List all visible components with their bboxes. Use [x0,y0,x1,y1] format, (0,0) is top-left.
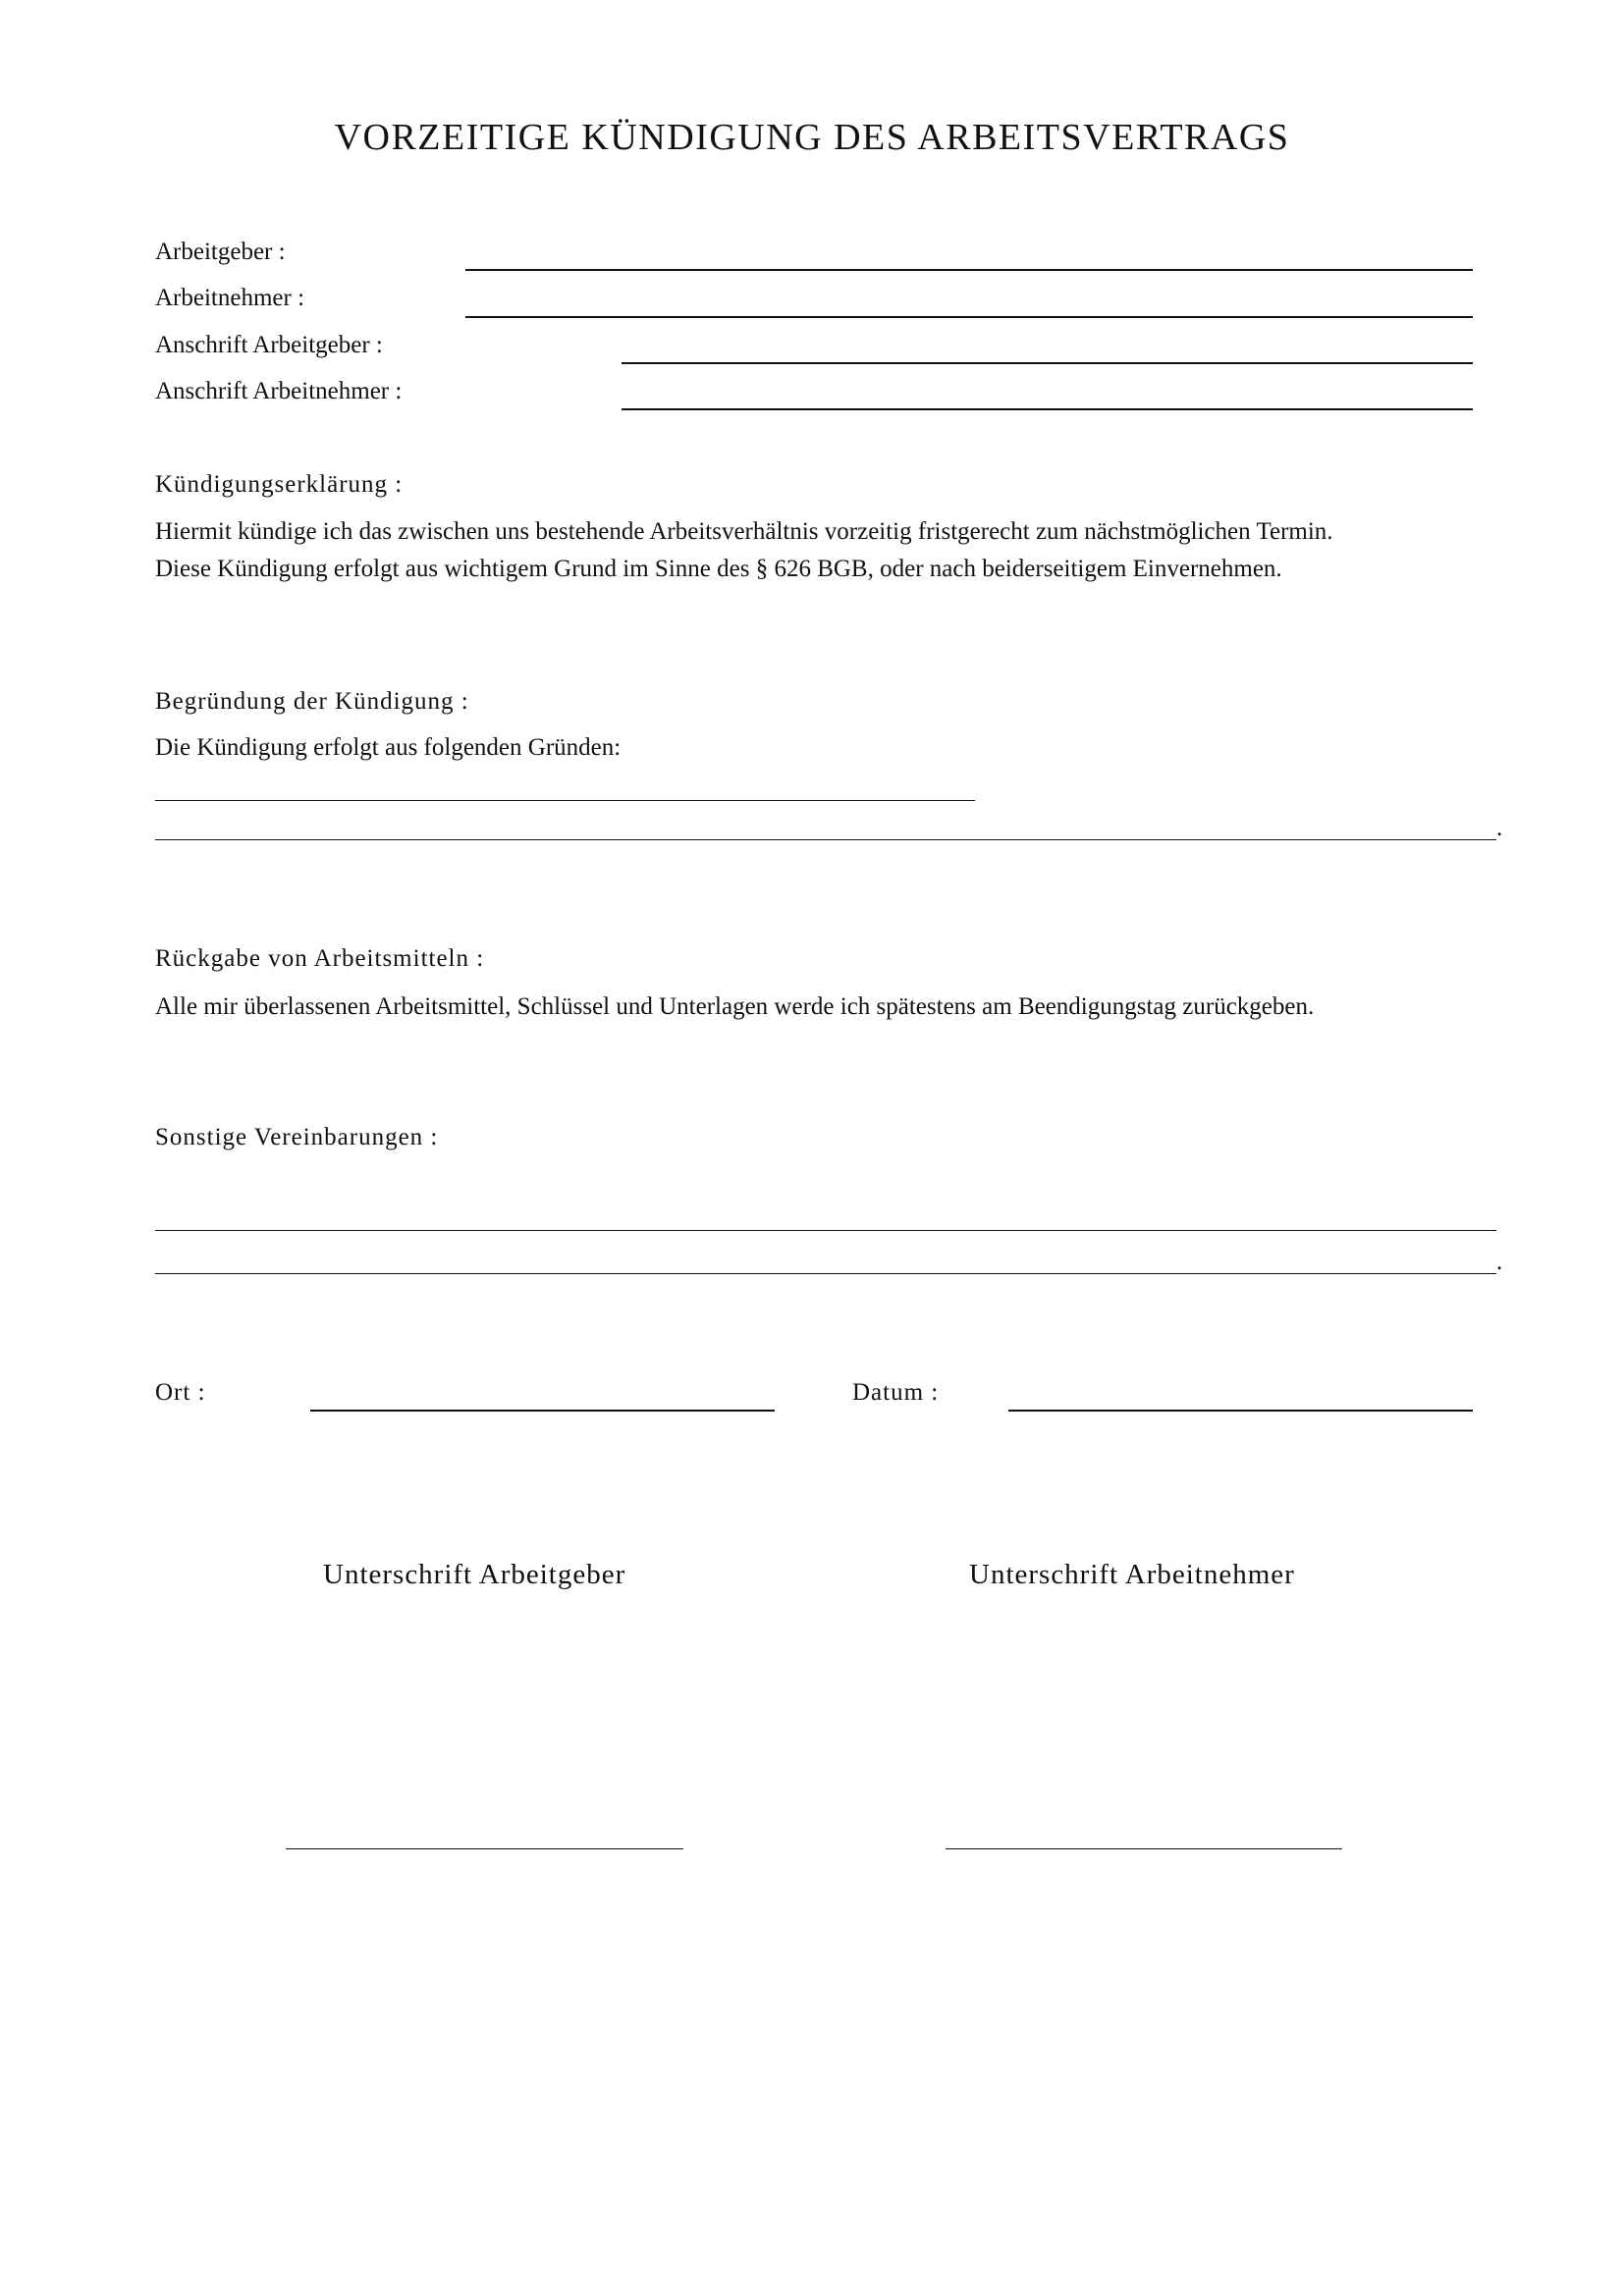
anschrift-arbeitnehmer-input-line[interactable] [622,408,1473,410]
signature-arbeitgeber-line[interactable] [286,1848,683,1849]
sonstige-heading: Sonstige Vereinbarungen : [155,1124,439,1150]
begruendung-input-line-1[interactable] [155,800,975,801]
rueckgabe-text: Alle mir überlassenen Arbeitsmittel, Schlüssel und Unterlagen werde ich spätestens am Beendigungstag zurückgeben. [155,993,1315,1020]
arbeitgeber-label: Arbeitgeber : [155,239,286,265]
sonstige-input-line-2[interactable] [155,1273,1496,1274]
arbeitgeber-input-line[interactable] [465,269,1473,271]
kuendigungserklaerung-line-1: Hiermit kündige ich das zwischen uns bestehende Arbeitsverhältnis vorzeitig fristgerecht zum nächstmöglichen Termin. [155,518,1333,545]
ort-label: Ort : [155,1379,206,1406]
begruendung-input-line-2[interactable] [155,839,1496,840]
begruendung-heading: Begründung der Kündigung : [155,688,469,715]
sonstige-end-mark: . [1496,1249,1503,1275]
kuendigungserklaerung-heading: Kündigungserklärung : [155,471,404,498]
kuendigungserklaerung-line-2: Diese Kündigung erfolgt aus wichtigem Grund im Sinne des § 626 BGB, oder nach beiderseitigem Einvernehmen. [155,556,1282,582]
begruendung-end-mark: . [1496,815,1503,841]
sonstige-input-line-1[interactable] [155,1230,1496,1231]
anschrift-arbeitnehmer-label: Anschrift Arbeitnehmer : [155,378,403,404]
begruendung-text: Die Kündigung erfolgt aus folgenden Gründen: [155,734,622,761]
document-title: VORZEITIGE KÜNDIGUNG DES ARBEITSVERTRAGS [334,117,1290,158]
arbeitnehmer-label: Arbeitnehmer : [155,285,305,311]
rueckgabe-heading: Rückgabe von Arbeitsmitteln : [155,945,485,972]
anschrift-arbeitgeber-label: Anschrift Arbeitgeber : [155,332,383,358]
ort-input-line[interactable] [310,1410,775,1412]
signature-arbeitnehmer-label: Unterschrift Arbeitnehmer [969,1559,1295,1590]
signature-arbeitnehmer-line[interactable] [946,1848,1342,1849]
arbeitnehmer-input-line[interactable] [465,316,1473,318]
signature-arbeitgeber-label: Unterschrift Arbeitgeber [323,1559,626,1590]
anschrift-arbeitgeber-input-line[interactable] [622,362,1473,364]
datum-label: Datum : [852,1379,940,1406]
datum-input-line[interactable] [1008,1410,1473,1412]
